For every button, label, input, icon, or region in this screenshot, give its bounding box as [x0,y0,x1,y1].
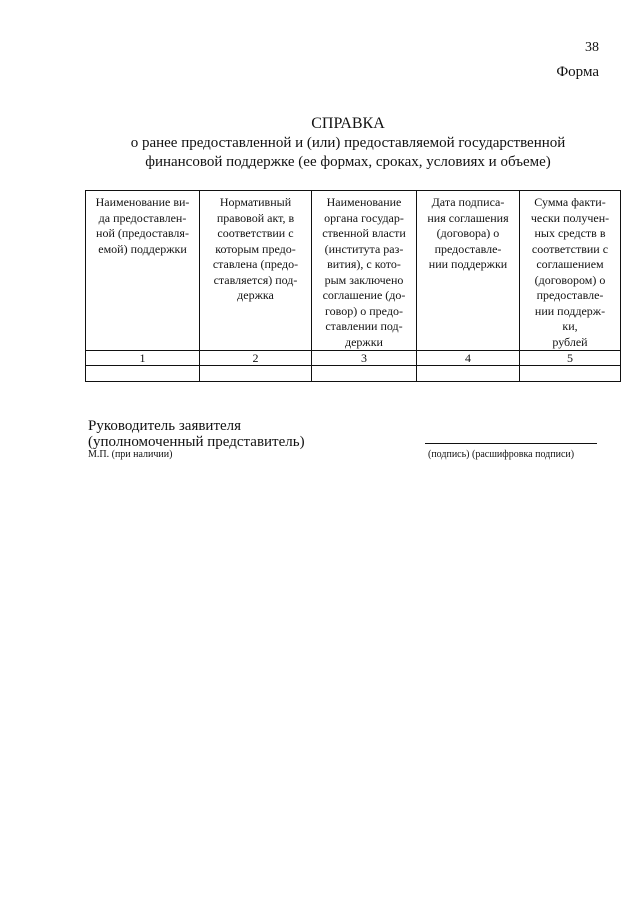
table-cell [417,366,520,382]
header-line: которым предо- [215,241,296,256]
header-agreement-date [417,191,520,351]
document-subtitle-line-2: финансовой поддержке (ее формах, сроках, условиях и объеме) [145,154,551,170]
header-line: соответствии с [531,241,609,256]
page-number: 38 [585,40,599,55]
header-line: емой) поддержки [98,241,187,256]
header-line: чески получен- [530,210,610,225]
header-authority [312,191,417,351]
header-line: Нормативный [219,195,292,209]
header-line: правовой акт, в [216,210,295,225]
header-line: Наименование ви- [95,195,190,209]
header-line: ной (предоставля- [96,226,189,240]
column-number: 3 [312,351,417,366]
table-cell [200,366,312,382]
header-amount [520,191,621,351]
document-subtitle-line-1: о ранее предоставленной и (или) предоставляемой государственной [130,135,566,151]
header-line: органа государ- [324,210,404,225]
header-line: рым заключено [324,272,404,287]
signer-role: (уполномоченный представитель) [88,434,305,450]
table-header-row [86,191,621,351]
header-line: соглашением [536,257,604,271]
header-line: (договором) о [534,272,606,287]
header-line: предоставле- [434,241,502,256]
header-line: ставляется) под- [213,272,298,287]
support-table [85,190,621,382]
header-line: говор) о предо- [325,303,403,318]
signature-caption: (подпись) (расшифровка подписи) [428,449,575,460]
header-line: (договора) о [436,226,500,240]
header-line: ных средств в [534,226,606,240]
header-line: держки [345,334,383,349]
header-line: нии поддержки [428,257,508,271]
signer-block [88,418,305,450]
signature-line [425,443,597,444]
table-row [86,366,621,382]
header-line: Дата подписа- [431,195,505,209]
signer-title: Руководитель заявителя [88,418,242,434]
header-line: соглашение (до- [322,288,406,302]
column-number: 2 [200,351,312,366]
table-cell [520,366,621,382]
header-legal-act [200,191,312,351]
header-line: ки, [562,319,578,333]
column-number: 4 [417,351,520,366]
header-line: держка [237,288,274,302]
header-line: вития), с кото- [327,257,401,271]
column-number-row [86,351,621,366]
stamp-note: М.П. (при наличии) [88,449,173,460]
header-line: ния соглашения [427,210,509,225]
header-line: Сумма факти- [534,195,606,209]
header-line: ственной власти [322,226,406,240]
title-block [60,114,636,172]
header-line: (института раз- [324,241,404,256]
header-support-type [86,191,200,351]
header-line: предоставле- [536,288,604,302]
document-title: СПРАВКА [311,115,385,132]
header-line: соответствии с [217,226,294,240]
column-number: 1 [86,351,200,366]
header-line: ставлении под- [325,319,403,333]
header-line: рублей [552,334,588,349]
form-label: Форма [556,64,599,80]
header-line: ставлена (предо- [212,257,299,271]
table-cell [312,366,417,382]
header-line: нии поддерж- [534,303,606,318]
column-number: 5 [520,351,621,366]
table-cell [86,366,200,382]
header-line: Наименование [326,195,402,209]
header-line: да предоставлен- [98,210,187,225]
